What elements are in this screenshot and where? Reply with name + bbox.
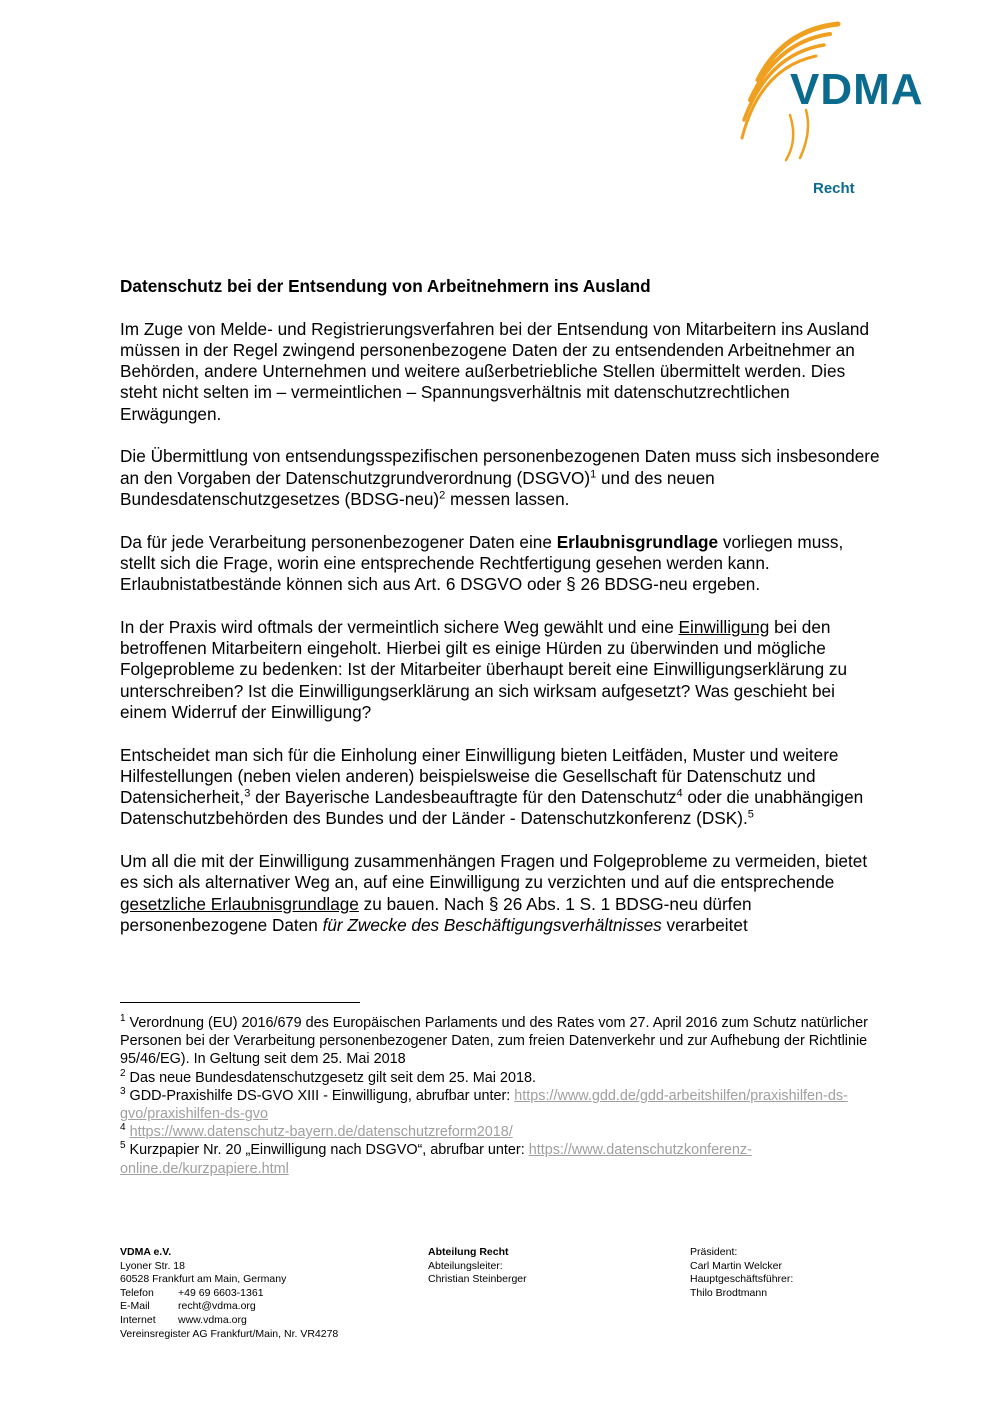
footnote-ref-5[interactable]: 5 <box>747 808 754 821</box>
footer-city: 60528 Frankfurt am Main, Germany <box>120 1273 287 1286</box>
italic-beschaeftigungsverhaeltnis: für Zwecke des Beschäftigungsverhältnisses <box>322 914 662 935</box>
footer-management <box>690 1246 890 1300</box>
footer-street: Lyoner Str. 18 <box>120 1259 185 1272</box>
footnote-ref-3[interactable]: 3 <box>244 787 251 800</box>
footer-phone: Telefon +49 69 6603-1361 <box>120 1286 264 1299</box>
footnote-ref-2[interactable]: 2 <box>439 489 446 502</box>
footer-president-name: Carl Martin Welcker <box>690 1259 782 1272</box>
footnotes <box>120 1014 880 1178</box>
footnote-separator <box>120 1002 360 1003</box>
paragraph-1: Im Zuge von Melde- und Registrierungsverfahren bei der Entsendung von Mitarbeitern ins Ausland müssen in der Regel zwingend personenbezogene Daten der zu entsendenden Arbeitnehmer an Behörden, andere Unternehmen und weitere außerbetriebliche Stellen übermittelt werden. Dies steht nicht selten im – vermeintlichen – Spannungsverhältnis mit datenschutzrechtlichen Erwägungen. <box>120 318 870 424</box>
paragraph-2: Die Übermittlung von entsendungsspezifischen personenbezogenen Daten muss sich insbesondere an den Vorgaben der Datenschutzgrundverordnung (DSGVO)$^1$ und des neuen Bundesdatenschutzgesetzes (BDSG-neu)$^2$ messen lassen. <box>120 446 880 509</box>
footer-department <box>428 1246 648 1287</box>
logo-wordmark: VDMA <box>790 65 924 114</box>
document-body <box>120 276 880 958</box>
footnote-ref-1[interactable]: 1 <box>590 467 597 480</box>
footer-president-label: Präsident: <box>690 1246 738 1258</box>
footer-email: E-Mail recht@vdma.org <box>120 1300 256 1313</box>
footnote-4-link[interactable]: https://www.datenschutz-bayern.de/datenschutzreform2018/ <box>129 1124 513 1141</box>
footnote-3: $^3$ GDD-Praxishilfe DS-GVO XIII - Einwilligung, abrufbar unter: https://www.gdd.de/gdd-arbeitshilfen/praxishilfen-ds-gvo/praxishilfen-ds-gvo <box>120 1086 848 1123</box>
emphasis-erlaubnisgrundlage: Erlaubnisgrundlage <box>556 531 719 552</box>
footnote-3-link[interactable]: https://www.gdd.de/gdd-arbeitshilfen/praxishilfen-ds-gvo/praxishilfen-ds-gvo <box>120 1087 848 1123</box>
footer-head-label: Abteilungsleiter: <box>428 1259 503 1272</box>
footer-ceo-name: Thilo Brodtmann <box>690 1286 768 1299</box>
department-label: Recht <box>813 180 855 197</box>
footer-org: VDMA e.V. <box>120 1246 172 1258</box>
footer-address <box>120 1246 410 1341</box>
paragraph-3: Da für jede Verarbeitung personenbezogener Daten eine Erlaubnisgrundlage vorliegen muss, stellt sich die Frage, worin eine entsprechende Rechtfertigung gesehen werden kann. Erlaubnistatbestände können sich aus Art. 6 DSGVO oder § 26 BDSG-neu ergeben. <box>120 531 844 595</box>
paragraph-4: In der Praxis wird oftmals der vermeintlich sichere Weg gewählt und eine Einwilligung bei den betroffenen Mitarbeitern eingeholt. Hierbei gilt es einige Hürden zu überwinden und mögliche Folgeprobleme zu bedenken: Ist der Mitarbeiter überhaupt bereit eine Einwilligungserklärung zu unterschreiben? Ist die Einwilligungserklärung an sich wirksam aufgesetzt? Was geschieht bei einem Widerruf der Einwilligung? <box>120 616 848 722</box>
footnote-5: $^5$ Kurzpapier Nr. 20 „Einwilligung nach DSGVO“, abrufbar unter: https://www.datenschutzkonferenz-online.de/kurzpapiere.html <box>120 1140 752 1177</box>
footer-dept-name: Abteilung Recht <box>428 1246 509 1258</box>
footer-web: Internet www.vdma.org <box>120 1313 247 1326</box>
paragraph-5: Entscheidet man sich für die Einholung einer Einwilligung bieten Leitfäden, Muster und weitere Hilfestellungen (neben vielen anderen) beispielsweise die Gesellschaft für Datenschutz und Datensicherheit,$^3$ der Bayerische Landesbeauftragte für den Datenschutz$^4$ oder die unabhängigen Datenschutzbehörden des Bundes und der Länder - Datenschutzkonferenz (DSK).$^5$ <box>120 744 864 829</box>
footnote-1: $^1$ Verordnung (EU) 2016/679 des Europäischen Parlaments und des Rates vom 27. April 2016 zum Schutz natürlicher Personen bei der Verarbeitung personenbezogener Daten, zum freien Datenverkehr und zur Aufhebung der Richtlinie 95/46/EG). In Geltung seit dem 25. Mai 2018 <box>120 1013 868 1068</box>
footer-web-link[interactable]: www.vdma.org <box>178 1313 247 1326</box>
footer-ceo-label: Hauptgeschäftsführer: <box>690 1273 794 1286</box>
footer-email-link[interactable]: recht@vdma.org <box>178 1300 256 1313</box>
footnote-4: $^4$ https://www.datenschutz-bayern.de/datenschutzreform2018/ <box>120 1122 513 1141</box>
footnote-ref-4[interactable]: 4 <box>676 787 683 800</box>
footer-head-name: Christian Steinberger <box>428 1273 527 1286</box>
underline-einwilligung: Einwilligung <box>678 616 770 637</box>
footer-register: Vereinsregister AG Frankfurt/Main, Nr. VR4278 <box>120 1327 339 1340</box>
underline-gesetzliche-erlaubnisgrundlage: gesetzliche Erlaubnisgrundlage <box>120 893 359 914</box>
footnote-5-link[interactable]: https://www.datenschutzkonferenz-online.de/kurzpapiere.html <box>120 1142 752 1177</box>
footnote-2: $^2$ Das neue Bundesdatenschutzgesetz gilt seit dem 25. Mai 2018. <box>120 1067 536 1086</box>
document-title: Datenschutz bei der Entsendung von Arbeitnehmern ins Ausland <box>120 276 651 296</box>
paragraph-6: Um all die mit der Einwilligung zusammenhängen Fragen und Folgeprobleme zu vermeiden, bietet es sich als alternativer Weg an, auf eine Einwilligung zu verzichten und auf die entsprechende gesetzliche Erlaubnisgrundlage zu bauen. Nach § 26 Abs. 1 S. 1 BDSG-neu dürfen personenbezogene Daten für Zwecke des Beschäftigungsverhältnisses verarbeitet <box>120 851 868 935</box>
